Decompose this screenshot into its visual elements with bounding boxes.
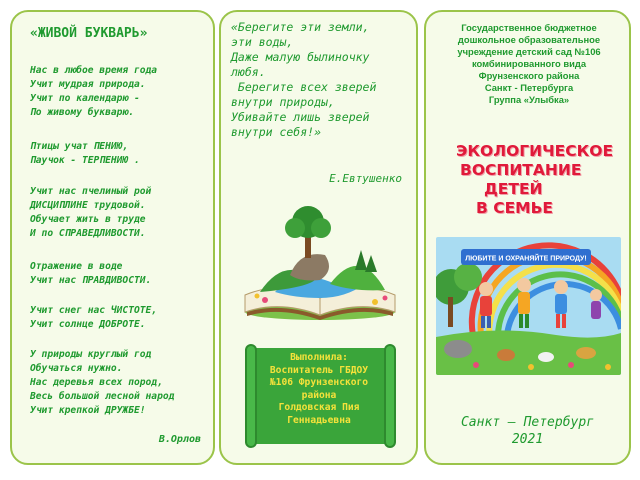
quote-line: Берегите всех зверей (231, 80, 377, 94)
poem-line: Учит по календарю - (30, 93, 140, 104)
org-line: Группа «Улыбка» (488, 94, 570, 105)
stanza-3 (30, 185, 151, 241)
credit-line: Воспитатель ГБДОУ (269, 364, 369, 376)
child-figure (590, 289, 602, 319)
city-name: Санкт – Петербург (460, 415, 595, 430)
credit-line: Выполнила: (290, 352, 348, 363)
poem-line: Паучок - ТЕРПЕНИЮ . (30, 155, 140, 166)
poem-author: В.Орлов (158, 434, 201, 445)
author-credit (259, 352, 379, 427)
children-nature-illustration (436, 237, 621, 375)
org-line: учреждение детский сад №106 (457, 46, 601, 57)
org-line: Фрунзенского района (478, 70, 580, 81)
stanza-5 (30, 304, 157, 332)
credit-line: Голдовская Пия (278, 402, 360, 413)
credit-line: Геннадьевна (287, 414, 351, 426)
panel-middle-quote (219, 10, 418, 465)
org-line: Государственное бюджетное (461, 22, 597, 33)
poem-line: Учит нас ПРАВДИВОСТИ. (30, 275, 152, 286)
quote-line: любя. (231, 65, 266, 79)
quote-line: внутри себя!» (231, 125, 322, 139)
poem-line: Учит снег нас ЧИСТОТЕ, (30, 305, 158, 316)
poem-line: Учит мудрая природа. (30, 79, 146, 90)
stanza-4 (30, 260, 151, 288)
poem-line: Птицы учат ПЕНИЮ, (30, 141, 129, 152)
banner-text: ЛЮБИТЕ И ОХРАНЯЙТЕ ПРИРОДУ! (465, 255, 587, 263)
quote-block (231, 20, 416, 140)
org-line: Санкт - Петербурга (484, 82, 574, 93)
poem-title: «ЖИВОЙ БУКВАРЬ» (30, 26, 148, 41)
quote-author: Е.Евтушенко (329, 172, 402, 185)
panel-left-poem (10, 10, 215, 465)
poem-line: Отражение в воде (30, 261, 123, 272)
quote-line: Убивайте лишь зверей (231, 110, 370, 124)
brochure-headline (456, 142, 613, 218)
quote-line: эти воды, (231, 35, 294, 49)
headline-line: В СЕМЬЕ (476, 199, 554, 217)
poem-line: По живому букварю. (30, 107, 134, 118)
poem-line: Обучает жить в труде (30, 214, 146, 225)
poem-line: И по СПРАВЕДЛИВОСТИ. (30, 228, 146, 239)
city-and-year (426, 414, 629, 448)
poem-line: Обучаться нужно. (30, 363, 123, 374)
stanza-6 (30, 348, 174, 418)
panel-right-cover (424, 10, 631, 465)
poem-line: Учит крепкой ДРУЖБЕ! (30, 405, 146, 416)
poem-line: У природы круглый год (30, 349, 152, 360)
stanza-1 (30, 64, 157, 120)
credit-line: №106 Фрунзенского (269, 377, 369, 388)
org-line: комбинированного вида (471, 58, 587, 69)
quote-line: Даже малую былиночку (231, 50, 370, 64)
poem-line: Нас в любое время года (30, 65, 158, 76)
open-book-nature-illustration (235, 200, 405, 325)
poem-line: Учит нас пчелиный рой (30, 186, 152, 197)
poem-line: Нас деревья всех пород, (30, 377, 163, 388)
credit-line: района (301, 389, 337, 401)
quote-line: внутри природы, (231, 95, 335, 109)
organization-name (434, 22, 624, 106)
year: 2021 (511, 432, 544, 447)
poem-line: Весь большой лесной народ (30, 391, 175, 402)
headline-line: ЭКОЛОГИЧЕСКОЕ (456, 142, 614, 160)
org-line: дошкольное образовательное (457, 34, 601, 45)
headline-line: ВОСПИТАНИЕ (460, 161, 582, 179)
elephant-icon (444, 340, 472, 358)
poem-line: Учит солнце ДОБРОТЕ. (30, 319, 146, 330)
poem-line: ДИСЦИПЛИНЕ трудовой. (30, 200, 146, 211)
quote-line: «Берегите эти земли, (231, 20, 370, 34)
headline-line: ДЕТЕЙ (484, 180, 543, 198)
stanza-2 (30, 140, 140, 168)
